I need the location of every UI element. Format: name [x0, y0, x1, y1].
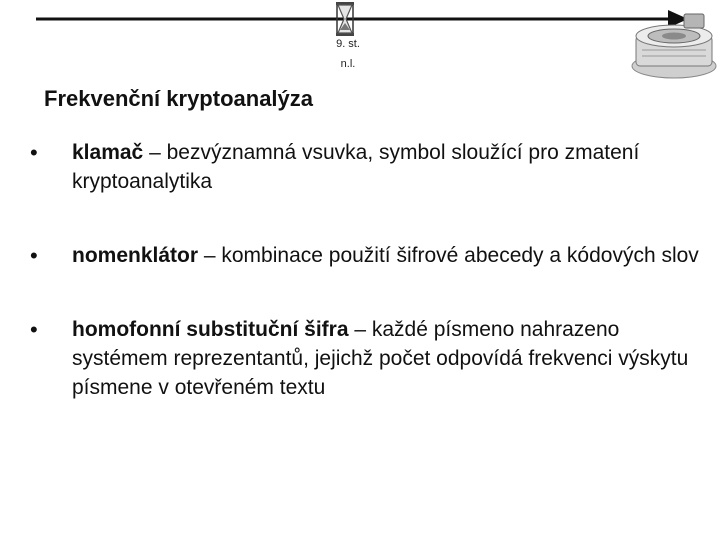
bullet-term: klamač	[72, 141, 144, 164]
bullet-text: – každé písmeno nahrazeno systémem reprezentantů, jejichž počet odpovídá frekvenci výskytu písmene v otevřeném textu	[72, 318, 689, 399]
bullet-list	[30, 138, 710, 402]
bullet-dot: •	[30, 243, 38, 268]
era-label-era: n.l.	[340, 58, 356, 70]
bullet-text: – kombinace použití šifrové abecedy a kódových slov	[198, 244, 699, 267]
bullet-item	[30, 138, 710, 196]
cipher-machine-icon	[622, 6, 720, 82]
slide-title: Frekvenční kryptoanalýza	[44, 86, 314, 111]
bullet-dot: •	[30, 140, 38, 165]
bullet-item	[30, 315, 710, 402]
bullet-term: nomenklátor	[72, 244, 199, 267]
era-label-century: 9. st.	[336, 38, 360, 50]
bullet-item	[30, 241, 710, 270]
hourglass-icon	[333, 2, 357, 36]
bullet-dot: •	[30, 317, 38, 342]
bullet-term: homofonní substituční šifra	[72, 318, 349, 341]
bullet-text: – bezvýznamná vsuvka, symbol sloužící pro zmatení kryptoanalytika	[72, 141, 640, 193]
